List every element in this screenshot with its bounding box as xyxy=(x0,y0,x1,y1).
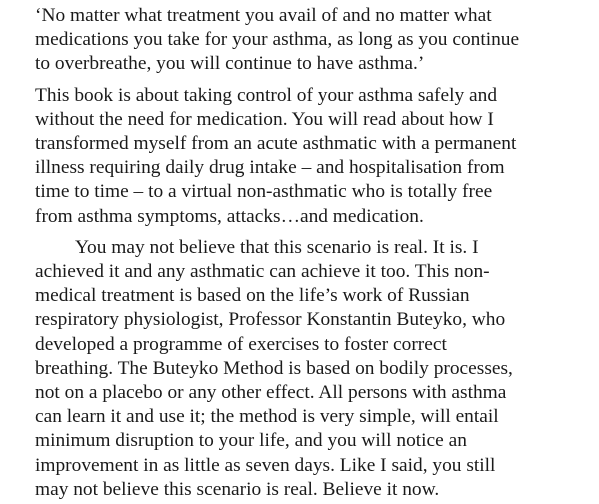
paragraph-line: can learn it and use it; the method is very simple, will entail xyxy=(35,406,499,428)
paragraph-line: not on a placebo or any other effect. All persons with asthma xyxy=(35,382,507,404)
paragraph-line: respiratory physiologist, Professor Konstantin Buteyko, who xyxy=(35,309,506,331)
paragraph-line: minimum disruption to your life, and you will notice an xyxy=(35,430,467,452)
quote-line: to overbreathe, you will continue to have asthma.’ xyxy=(35,53,425,75)
paragraph-line: medical treatment is based on the life’s work of Russian xyxy=(35,285,470,307)
document-page xyxy=(35,4,595,502)
intro-paragraph xyxy=(35,84,595,229)
paragraph-line: illness requiring daily drug intake – and hospitalisation from xyxy=(35,157,505,179)
quote-line: ‘No matter what treatment you avail of and no matter what xyxy=(35,5,492,26)
paragraph-line: developed a programme of exercises to foster correct xyxy=(35,333,447,355)
paragraph-line: You may not believe that this scenario is real. It is. I xyxy=(75,236,479,258)
opening-quote xyxy=(35,4,595,77)
quote-line: medications you take for your asthma, as long as you continue xyxy=(35,29,520,51)
paragraph-line: This book is about taking control of your asthma safely and xyxy=(35,84,498,106)
buteyko-paragraph xyxy=(35,236,595,502)
paragraph-line: from asthma symptoms, attacks…and medication. xyxy=(35,205,424,227)
paragraph-line: may not believe this scenario is real. Believe it now. xyxy=(35,478,440,500)
paragraph-line: time to time – to a virtual non-asthmatic who is totally free xyxy=(35,181,493,203)
paragraph-line: improvement in as little as seven days. Like I said, you still xyxy=(35,454,496,476)
paragraph-line: breathing. The Buteyko Method is based on bodily processes, xyxy=(35,357,513,379)
paragraph-line: transformed myself from an acute asthmatic with a permanent xyxy=(35,133,517,155)
paragraph-line: achieved it and any asthmatic can achieve it too. This non- xyxy=(35,261,490,283)
paragraph-line: without the need for medication. You will read about how I xyxy=(35,108,494,130)
